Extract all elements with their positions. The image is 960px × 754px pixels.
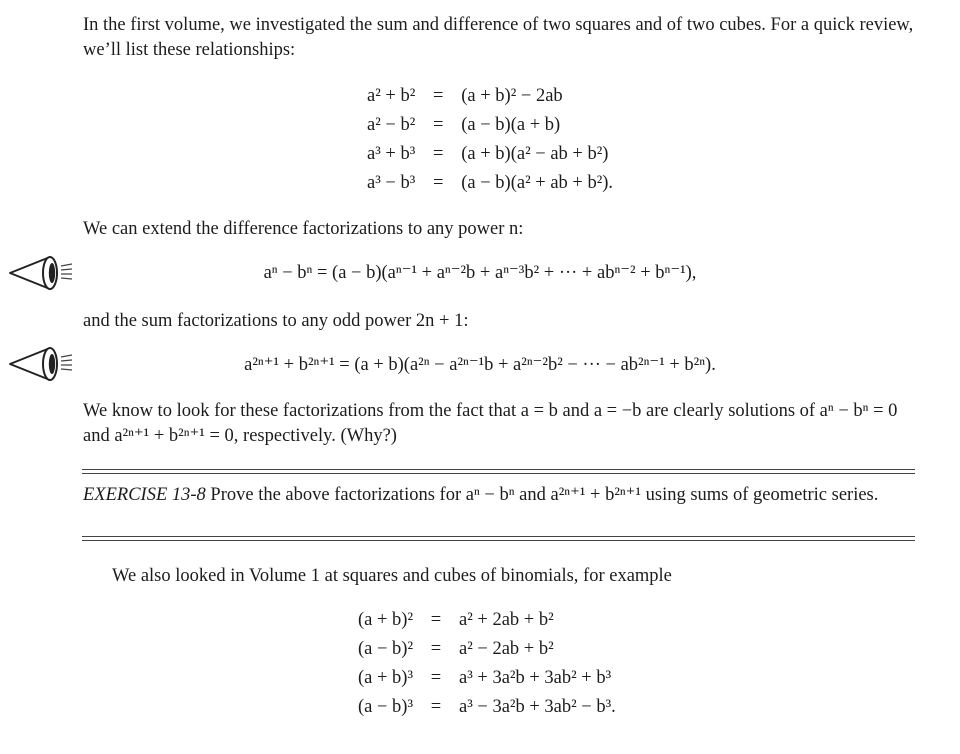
binomial-rel: = <box>430 639 442 659</box>
identity-rel: = <box>433 86 444 106</box>
extend-difference-text: We can extend the difference factorizations to any power n: <box>83 219 524 239</box>
factorization-reason-paragraph <box>83 399 923 449</box>
identity-row <box>367 82 613 111</box>
binomial-rhs: a² + 2ab + b² <box>459 610 554 630</box>
identity-rel: = <box>433 144 444 164</box>
binomial-rel: = <box>430 697 442 717</box>
binomial-lhs: (a + b)² <box>358 610 414 630</box>
identity-lhs: a³ + b³ <box>367 144 416 164</box>
difference-formula <box>0 260 960 286</box>
sum-formula <box>0 352 960 378</box>
exercise-bottom-rule <box>82 536 915 541</box>
exercise-text: Prove the above factorizations for aⁿ − bⁿ and a²ⁿ⁺¹ + b²ⁿ⁺¹ using sums of geometric series. <box>210 485 879 505</box>
binomial-row <box>358 606 616 635</box>
extend-sum-paragraph <box>83 309 923 334</box>
binomial-rel: = <box>430 610 442 630</box>
identity-rhs: (a − b)(a² + ab + b²). <box>461 173 614 193</box>
binomial-rhs: a³ − 3a²b + 3ab² − b³. <box>459 697 616 717</box>
binomial-rhs: a² − 2ab + b² <box>459 639 554 659</box>
difference-formula-text: aⁿ − bⁿ = (a − b)(aⁿ⁻¹ + aⁿ⁻²b + aⁿ⁻³b² + ··· + abⁿ⁻² + bⁿ⁻¹), <box>263 263 697 283</box>
identity-rel: = <box>433 115 444 135</box>
identity-rhs: (a + b)(a² − ab + b²) <box>461 144 609 164</box>
intro-text: In the first volume, we investigated the sum and difference of two squares and of two cubes. For a quick review, we’ll list these relationships: <box>83 15 914 60</box>
binomial-row <box>358 664 616 693</box>
identity-row <box>367 169 613 198</box>
binomials-intro-text: We also looked in Volume 1 at squares and cubes of binomials, for example <box>112 566 672 586</box>
binomial-row <box>358 693 616 722</box>
binomial-row <box>358 635 616 664</box>
extend-sum-text: and the sum factorizations to any odd power 2n + 1: <box>83 311 469 331</box>
binomial-rel: = <box>430 668 442 688</box>
identity-rhs: (a + b)² − 2ab <box>461 86 563 106</box>
binomial-expansions <box>358 606 616 722</box>
binomial-lhs: (a − b)² <box>358 639 414 659</box>
identity-lhs: a² − b² <box>367 115 416 135</box>
factorization-reason-text: We know to look for these factorizations from the fact that a = b and a = −b are clearly solutions of aⁿ − bⁿ = 0 and a²ⁿ⁺¹ + b²ⁿ⁺¹ = 0, respectively. (Why?) <box>83 401 898 446</box>
extend-difference-paragraph <box>83 217 923 242</box>
sum-difference-identities <box>367 82 613 198</box>
binomial-rhs: a³ + 3a²b + 3ab² + b³ <box>459 668 612 688</box>
binomials-intro-paragraph <box>112 564 952 589</box>
binomial-lhs: (a + b)³ <box>358 668 414 688</box>
intro-paragraph <box>83 13 923 63</box>
exercise-top-rule <box>82 469 915 474</box>
identity-lhs: a² + b² <box>367 86 416 106</box>
identity-row <box>367 111 613 140</box>
identity-rhs: (a − b)(a + b) <box>461 115 561 135</box>
binomial-lhs: (a − b)³ <box>358 697 414 717</box>
identity-lhs: a³ − b³ <box>367 173 416 193</box>
identity-row <box>367 140 613 169</box>
exercise-label: EXERCISE 13-8 <box>83 485 206 505</box>
exercise-block <box>83 483 923 508</box>
sum-formula-text: a²ⁿ⁺¹ + b²ⁿ⁺¹ = (a + b)(a²ⁿ − a²ⁿ⁻¹b + a²ⁿ⁻²b² − ··· − ab²ⁿ⁻¹ + b²ⁿ). <box>244 355 716 375</box>
identity-rel: = <box>433 173 444 193</box>
